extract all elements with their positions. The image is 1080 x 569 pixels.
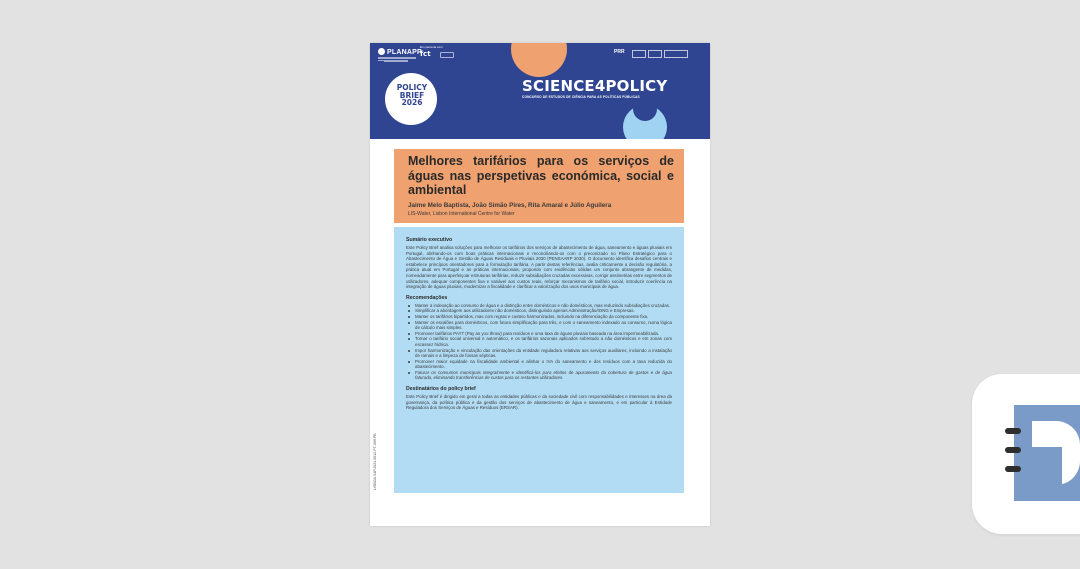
audience-heading: Destinatários do policy brief xyxy=(406,386,476,393)
brief-authors: Jaime Melo Baptista, João Simão Pires, Rita Amaral e Júlio Aguilera xyxy=(408,202,612,209)
planapp-logo xyxy=(378,48,422,56)
brief-header xyxy=(370,43,710,139)
recommendation-item: Simplificar a abordagem aos utilizadores não domésticos, distinguindo apenas Administração/IONG e Empresas. xyxy=(415,308,672,314)
circle-decoration-inner xyxy=(633,97,657,121)
brief-title: Melhores tarifários para os serviços de águas nas perspetivas económica, social e ambiental xyxy=(408,154,674,197)
side-reference: LISBOA.S4P.2024.0012.PT-009.PB xyxy=(373,433,377,490)
planapp-mark-icon xyxy=(378,48,385,55)
recommendation-item: Promover maior equidade na fiscalidade ambiental e alinhar o IVA do saneamento e dos resíduos com a taxa reduzida do abastecimento. xyxy=(415,358,672,370)
summary-paragraph: Este Policy Brief analisa soluções para melhorar os tarifários dos serviços de abastecimento de água, saneamento e águas pluviais em Portugal, alinhando-os com boas práticas internacionais e reconciliando-os com o preconizado no Plano Estratégico para o Abastecimento de Água e Gestão de Águas Residuais e Pluviais 2030 (PENSAARP 2030). O documento identifica desafios centrais e estabelece princípios orientadores para a formulação tarifária. A partir destas referências, avalia criticamente a decisão regulatória, a prática atual em Portugal e as práticas internacionais, propondo com evidências sólidas um conjunto abrangente de medidas, nomeadamente para aperfeiçoar estruturas tarifárias, reduzir subsidiações cruzadas excessivas, corrigir assimetrias entre segmentos de utilizadores, adequar componentes fixa e variável aos custos reais, reforçar mecanismos de tarifário social, introduzir coerência na integração de águas pluviais, modernizar a fiscalidade e clarificar a valorização dos usos municipais de água. xyxy=(406,245,673,290)
recommendation-item: Faturar os consumos municipais integralmente e identificá-los para efeitos de apuramento da cobertura de gastos e de água faturada, eliminando transferências de custos para os restantes utilizadores. xyxy=(415,369,672,381)
program-title: SCIENCE4POLICY xyxy=(522,77,668,95)
summary-content xyxy=(406,237,672,416)
badge-line: BRIEF xyxy=(399,90,425,100)
fct-partner-label: Em parceria com xyxy=(420,45,443,49)
notebook-ring-icon xyxy=(1005,447,1021,453)
notebook-letter-stem xyxy=(1032,447,1062,485)
badge-line: 2026 xyxy=(401,98,423,107)
eu-funding-logo xyxy=(664,50,688,58)
notebook-ring-icon xyxy=(1005,428,1021,434)
brief-affiliation: LIS-Water, Lisbon International Centre for Water xyxy=(408,211,515,217)
recommendation-item: Impor harmonização e vinculação das orientações da entidade reguladora relativas aos serviços auxiliares, incluindo a instalação de ramais e a limpeza de fossas sépticas. xyxy=(415,347,672,359)
summary-block xyxy=(394,227,684,493)
badge-edge xyxy=(370,61,384,131)
recommendation-item: Manter a indexação ao consumo de água e a distinção entre domésticos e não domésticos, mas reduzindo subsidiações cruzadas. xyxy=(415,302,671,308)
recommendation-item: Tornar o tarifário social universal e automático, e os tarifários sazonais aplicados sobretudo a não domésticos e em zonas com escassez hídrica. xyxy=(415,336,672,347)
recommendation-item: Manter os escalões para domésticos, com futura simplificação para três, e com o saneamento indexado ao consumo, numa lógica de cálculo mais simples. xyxy=(415,319,672,331)
recommendation-item: Manter os tarifários bipartidos, mas com regras e custeio harmonizados, incluindo na diferenciação da componente fixa. xyxy=(415,314,672,320)
recommendation-item: Promover tarifários PAYT (Pay as you throw) para resíduos e uma taxa de águas pluviais baseada na área impermeabilizada. xyxy=(415,331,672,337)
badge-line: POLICY xyxy=(396,83,428,92)
audience-paragraph: Este Policy Brief é dirigido em geral a todas as entidades públicas e da sociedade civil com responsabilidades e interesses na área da governança, da política pública e da gestão dos serviços de abastecimento de água e saneamento, e em particular à Entidade Reguladora dos Serviços de Águas e Resíduos (ERSAR). xyxy=(406,394,672,411)
fct-sub-logo xyxy=(440,52,454,58)
notebook-ring-icon xyxy=(1005,466,1021,472)
planapp-tagline-line xyxy=(378,57,416,59)
prr-logo: PRR xyxy=(614,49,625,55)
program-subtitle: CONCURSO DE ESTUDOS DE CIÊNCIA PARA AS POLÍTICAS PÚBLICAS xyxy=(522,95,640,99)
summary-heading: Sumário executivo xyxy=(406,237,453,243)
fct-logo: fct xyxy=(420,50,431,58)
title-block xyxy=(394,149,684,223)
policy-brief-page xyxy=(370,43,710,526)
orange-circle-decoration xyxy=(511,43,567,77)
funding-logo xyxy=(648,50,662,58)
recommendations-heading: Recomendações xyxy=(406,294,448,301)
planapp-label: PLANAPP xyxy=(387,49,422,56)
recommendations-list xyxy=(406,303,672,381)
republic-logo xyxy=(632,50,646,58)
policy-brief-badge-text xyxy=(392,84,432,107)
